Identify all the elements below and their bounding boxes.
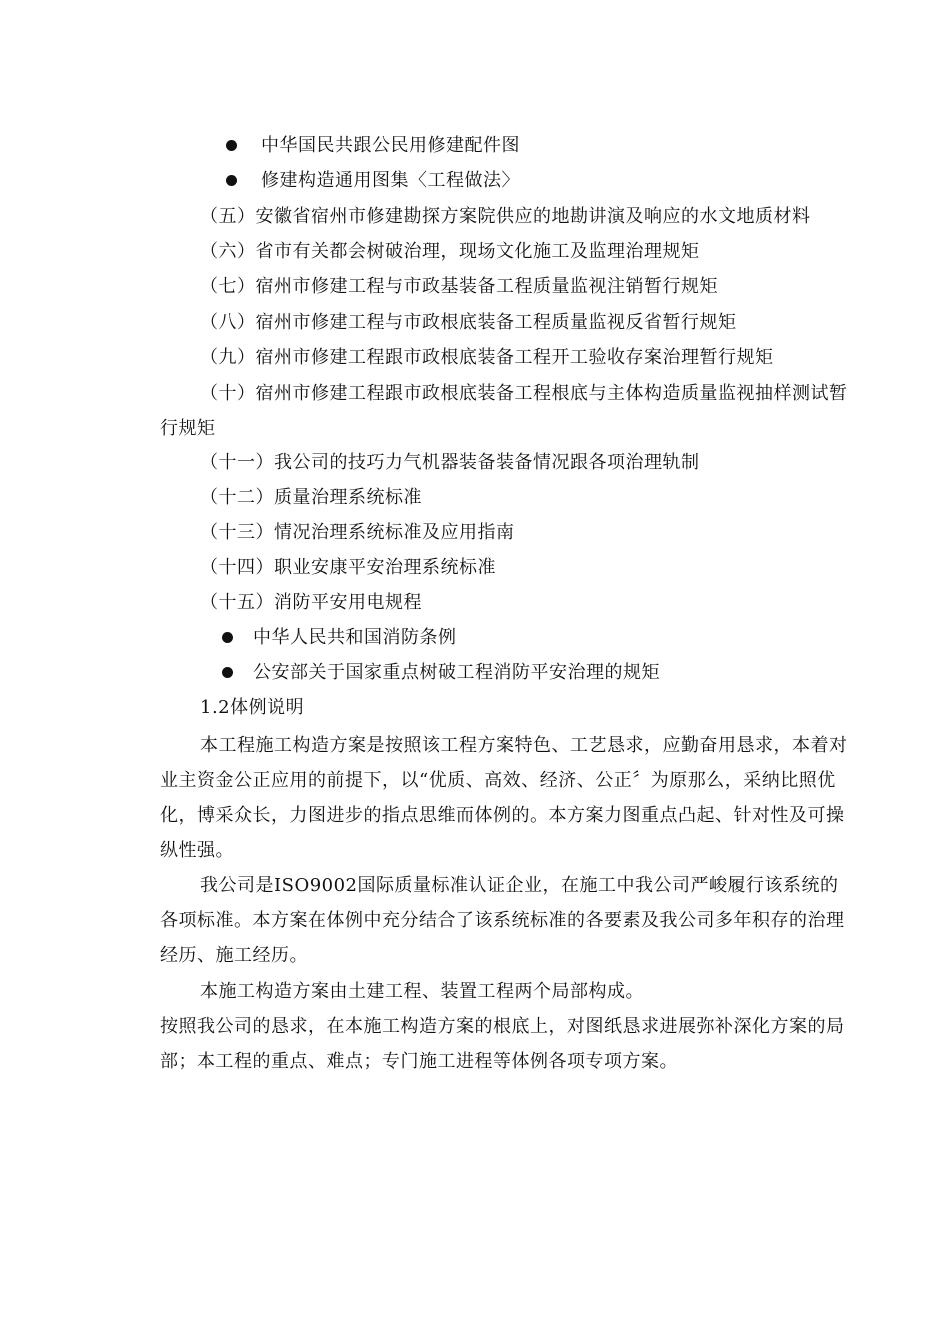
- list-item: （七）宿州市修建工程与市政基装备工程质量监视注销暂行规矩: [200, 276, 718, 297]
- list-item: （十一）我公司的技巧力气机器装备装备情况跟各项治理轨制: [200, 452, 700, 473]
- bullet-icon: [222, 632, 233, 643]
- bullet-item: 公安部关于国家重点树破工程消防平安治理的规矩: [253, 662, 660, 683]
- list-item: （八）宿州市修建工程与市政根底装备工程质量监视反省暂行规矩: [200, 312, 737, 333]
- bullet-icon: [226, 140, 237, 151]
- list-item: （十二）质量治理系统标准: [200, 487, 422, 508]
- list-item: （五）安徽省宿州市修建勘探方案院供应的地勘讲演及响应的水文地质材料: [200, 206, 811, 227]
- list-item: （九）宿州市修建工程跟市政根底装备工程开工验收存案治理暂行规矩: [200, 347, 774, 368]
- paragraph: 按照我公司的恳求，在本施工构造方案的根底上，对图纸恳求进展弥补深化方案的局部；本工程的重点、难点；专门施工进程等体例各项专项方案。: [160, 1016, 845, 1072]
- bullet-icon: [222, 667, 233, 678]
- section-heading: 1.2体例说明: [200, 697, 305, 718]
- bullet-item: 修建构造通用图集〈工程做法〉: [261, 170, 520, 191]
- paragraph: 我公司是ISO9002国际质量标准认证企业，在施工中我公司严峻履行该系统的各项标准。本方案在体例中充分结合了该系统标准的各要素及我公司多年积存的治理经历、施工经历。: [160, 875, 845, 966]
- bullet-icon: [226, 175, 237, 186]
- bullet-item: 中华国民共跟公民用修建配件图: [261, 135, 520, 156]
- list-item: （六）省市有关都会树破治理，现场文化施工及监理治理规矩: [200, 241, 700, 262]
- bullet-item: 中华人民共和国消防条例: [253, 627, 457, 648]
- list-item: （十四）职业安康平安治理系统标准: [200, 557, 496, 578]
- paragraph: 本工程施工构造方案是按照该工程方案特色、工艺恳求，应勤奋用恳求，本着对业主资金公正应用的前提下，以“优质、高效、经济、公正〞为原那么，采纳比照优化，博采众长，力图进步的指点思维而体例的。本方案力图重点凸起、针对性及可操纵性强。: [160, 735, 848, 861]
- paragraph: 本施工构造方案由土建工程、装置工程两个局部构成。: [200, 981, 644, 1002]
- list-item: （十五）消防平安用电规程: [200, 592, 422, 613]
- list-item: （十三）情况治理系统标准及应用指南: [200, 522, 515, 543]
- list-item-wrapped: （十）宿州市修建工程跟市政根底装备工程根底与主体构造质量监视抽样测试暂行规矩: [160, 383, 848, 439]
